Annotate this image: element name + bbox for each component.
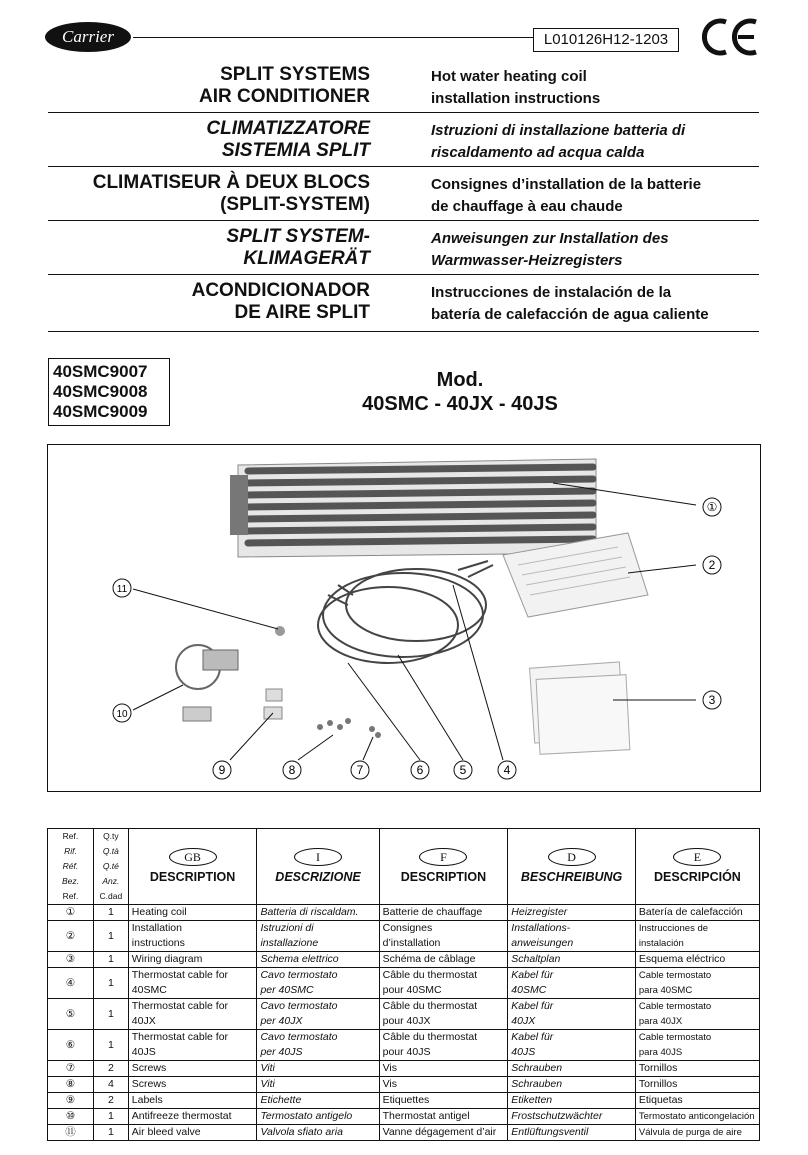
svg-text:7: 7 [356,763,364,777]
desc-cell-gb: Screws [128,1061,257,1077]
model-code: 40SMC9007 [53,362,148,381]
desc-cell-es: Cable termostato para 40JX [635,999,759,1030]
ce-mark-icon [700,16,762,58]
qty-cell: 1 [93,921,128,952]
col-header-gb: GB DESCRIPTION [128,829,257,905]
desc-cell-it: Batteria di riscaldam. [257,905,379,921]
callout-7 [351,761,369,779]
screws-image [317,718,381,738]
qty-cell: 1 [93,952,128,968]
callout-9 [213,761,231,779]
carrier-logo: Carrier [45,22,131,52]
desc-cell-de: Schaltplan [508,952,636,968]
header-rule [133,37,533,38]
svg-text:3: 3 [708,693,716,707]
ref-cell: ⑧ [48,1077,94,1093]
desc-cell-es: Esquema eléctrico [635,952,759,968]
model-code: 40SMC9008 [53,382,148,401]
table-row [48,952,760,968]
qty-cell: 1 [93,905,128,921]
desc-cell-es: Válvula de purga de aire [635,1125,759,1141]
ref-cell: ① [48,905,94,921]
table-row [48,999,760,1030]
desc-cell-it: Viti [257,1061,379,1077]
svg-text:9: 9 [218,763,226,777]
callout-5 [454,761,472,779]
table-row [48,1030,760,1061]
title-separator [48,112,759,113]
desc-cell-es: Termostato anticongelación [635,1109,759,1125]
desc-cell-de: Installations- anweisungen [508,921,636,952]
table-row [48,1125,760,1141]
svg-text:①: ① [706,500,718,514]
model-list [48,358,170,426]
desc-cell-gb: Screws [128,1077,257,1093]
instructions-title: Instrucciones de instalación de la batería de calefacción de agua caliente [431,284,709,323]
desc-cell-fr: Schéma de câblage [379,952,508,968]
desc-cell-fr: Thermostat antigel [379,1109,508,1125]
title-separator [48,166,759,167]
ref-cell: ③ [48,952,94,968]
svg-text:4: 4 [503,763,511,777]
desc-cell-de: Entlüftungsventil [508,1125,636,1141]
desc-cell-fr: Consignes d’installation [379,921,508,952]
parts-table [47,828,760,1141]
instructions-title: Istruzioni di installazione batteria di riscaldamento ad acqua calda [431,122,686,161]
desc-cell-fr: Câble du thermostat pour 40JS [379,1030,508,1061]
desc-cell-gb: Thermostat cable for 40JX [128,999,257,1030]
desc-cell-es: Tornillos [635,1061,759,1077]
desc-cell-de: Frostschutzwächter [508,1109,636,1125]
qty-cell: 1 [93,968,128,999]
desc-cell-gb: Thermostat cable for 40SMC [128,968,257,999]
svg-text:6: 6 [416,763,424,777]
callout-4 [498,761,516,779]
ref-cell: ⑨ [48,1093,94,1109]
title-separator [48,331,759,332]
product-title: SPLIT SYSTEMS AIR CONDITIONER [199,64,370,107]
document-number: L010126H12-1203 [533,28,679,52]
product-title: CLIMATISEUR À DEUX BLOCS (SPLIT-SYSTEM) [92,172,370,215]
callout-2 [703,556,721,574]
col-header-de: D BESCHREIBUNG [508,829,636,905]
labels-image [264,689,282,719]
mod-range: 40SMC - 40JX - 40JS [362,393,558,415]
desc-cell-es: Instrucciones de instalación [635,921,759,952]
ref-cell: ⑦ [48,1061,94,1077]
desc-cell-gb: Antifreeze thermostat [128,1109,257,1125]
table-header-row [48,829,760,905]
desc-cell-de: Schrauben [508,1061,636,1077]
ref-header: Ref. Rif. Réf. Bez. Ref. [48,829,94,905]
model-code: 40SMC9009 [53,402,148,421]
desc-cell-it: Valvola sfiato aria [257,1125,379,1141]
desc-cell-de: Kabel für 40SMC [508,968,636,999]
parts-rows [48,905,760,1141]
table-row [48,968,760,999]
qty-cell: 1 [93,1109,128,1125]
parts-photo [47,444,761,792]
desc-cell-it: Schema elettrico [257,952,379,968]
desc-cell-es: Etiquetas [635,1093,759,1109]
air-bleed-valve-image [275,626,285,636]
callout-1 [703,498,721,516]
svg-text:10: 10 [116,709,128,720]
col-header-it: I DESCRIZIONE [257,829,379,905]
qty-cell: 1 [93,1125,128,1141]
table-row [48,1061,760,1077]
ref-cell: ⑥ [48,1030,94,1061]
qty-cell: 1 [93,999,128,1030]
qty-cell: 2 [93,1093,128,1109]
wiring-diagram-image [530,662,630,754]
table-row [48,1093,760,1109]
desc-cell-gb: Air bleed valve [128,1125,257,1141]
desc-cell-es: Cable termostato para 40SMC [635,968,759,999]
desc-cell-gb: Wiring diagram [128,952,257,968]
thermostat-cables-image [318,561,493,663]
svg-text:2: 2 [708,558,716,572]
svg-text:8: 8 [288,763,296,777]
table-row [48,921,760,952]
desc-cell-fr: Vanne dégagement d’air [379,1125,508,1141]
desc-cell-de: Kabel für 40JX [508,999,636,1030]
title-separator [48,220,759,221]
ref-cell: ⑪ [48,1125,94,1141]
ref-cell: ⑩ [48,1109,94,1125]
heating-coil-image [230,459,596,557]
desc-cell-it: Cavo termostato per 40JS [257,1030,379,1061]
instructions-title: Hot water heating coil installation instructions [431,68,601,107]
antifreeze-thermostat-image [176,645,238,721]
table-row [48,905,760,921]
desc-cell-fr: Câble du thermostat pour 40SMC [379,968,508,999]
qty-cell: 2 [93,1061,128,1077]
product-title: CLIMATIZZATORE SISTEMIA SPLIT [206,118,370,161]
svg-text:11: 11 [116,584,128,595]
desc-cell-gb: Thermostat cable for 40JS [128,1030,257,1061]
qty-cell: 4 [93,1077,128,1093]
desc-cell-it: Termostato antigelo [257,1109,379,1125]
desc-cell-fr: Batterie de chauffage [379,905,508,921]
callout-6 [411,761,429,779]
desc-cell-gb: Installation instructions [128,921,257,952]
callout-10 [113,704,131,722]
desc-cell-es: Tornillos [635,1077,759,1093]
callout-3 [703,691,721,709]
desc-cell-fr: Etiquettes [379,1093,508,1109]
table-row [48,1109,760,1125]
desc-cell-fr: Vis [379,1077,508,1093]
desc-cell-fr: Vis [379,1061,508,1077]
qty-header: Q.ty Q.tà Q.té Anz. C.dad [93,829,128,905]
parts-illustration [48,445,760,791]
instructions-title: Consignes d’installation de la batterie de chauffage à eau chaude [431,176,702,215]
desc-cell-de: Etiketten [508,1093,636,1109]
ref-cell: ④ [48,968,94,999]
callout-11 [113,579,131,597]
qty-cell: 1 [93,1030,128,1061]
product-title: ACONDICIONADOR DE AIRE SPLIT [191,280,370,323]
desc-cell-de: Schrauben [508,1077,636,1093]
desc-cell-it: Cavo termostato per 40JX [257,999,379,1030]
desc-cell-it: Viti [257,1077,379,1093]
desc-cell-fr: Câble du thermostat pour 40JX [379,999,508,1030]
col-header-es: E DESCRIPCIÓN [635,829,759,905]
instructions-title: Anweisungen zur Installation des Warmwasser-Heizregisters [431,230,669,269]
desc-cell-es: Batería de calefacción [635,905,759,921]
col-header-fr: F DESCRIPTION [379,829,508,905]
desc-cell-es: Cable termostato para 40JS [635,1030,759,1061]
desc-cell-it: Istruzioni di installazione [257,921,379,952]
svg-text:5: 5 [459,763,467,777]
mod-label: Mod. [436,369,484,391]
callout-8 [283,761,301,779]
table-row [48,1077,760,1093]
title-separator [48,274,759,275]
desc-cell-it: Etichette [257,1093,379,1109]
desc-cell-de: Kabel für 40JS [508,1030,636,1061]
product-title: SPLIT SYSTEM- KLIMAGERÄT [226,226,370,269]
desc-cell-gb: Labels [128,1093,257,1109]
desc-cell-it: Cavo termostato per 40SMC [257,968,379,999]
model-heading [300,368,620,416]
desc-cell-de: Heizregister [508,905,636,921]
ref-cell: ⑤ [48,999,94,1030]
ref-cell: ② [48,921,94,952]
desc-cell-gb: Heating coil [128,905,257,921]
